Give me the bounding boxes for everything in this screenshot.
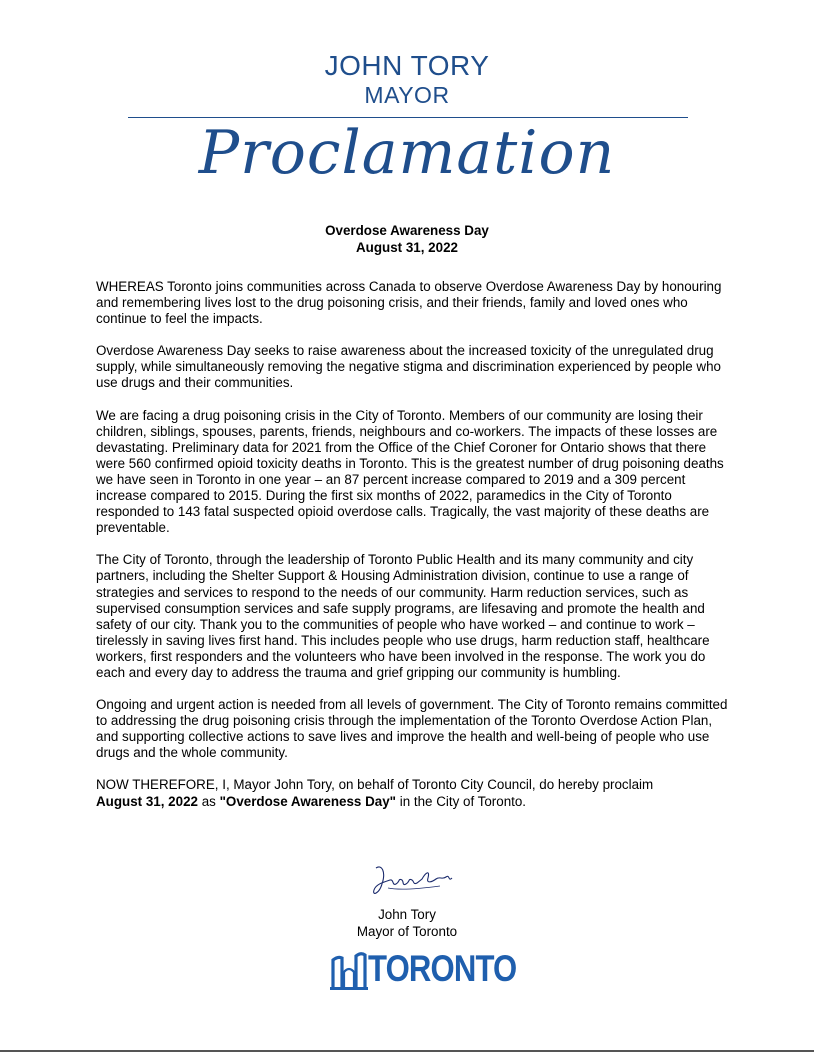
mayor-name: JOHN TORY bbox=[324, 50, 490, 81]
paragraph-crisis: We are facing a drug poisoning crisis in the City of Toronto. Members of our community are losing their children, siblings, spouses, parents, friends, neighbours and co-workers. The impacts of these losses are devastating. Preliminary data for 2021 from the Office of the Chief Coroner for Ontario shows that there were 560 confirmed opioid toxicity deaths in Toronto. This is the greatest number of drug poisoning deaths we have seen in Toronto in one year – an 87 percent increase compared to 2019 and a 309 percent increase compared to 2015. During the first six months of 2022, paramedics in the City of Toronto responded to 143 fatal suspected opioid overdose calls. Tragically, the vast majority of these deaths are preventable. bbox=[96, 407, 724, 536]
mayor-signature bbox=[368, 862, 458, 900]
proclamation-heading: Proclamation bbox=[198, 118, 616, 188]
event-name: Overdose Awareness Day bbox=[325, 223, 489, 238]
toronto-city-hall-icon bbox=[330, 950, 368, 990]
proclamation-body bbox=[96, 279, 736, 826]
paragraph-whereas: WHEREAS Toronto joins communities across Canada to observe Overdose Awareness Day by honouring and remembering lives lost to the drug poisoning crisis, and their friends, family and loved ones who continue to feel the impacts. bbox=[96, 279, 722, 327]
paragraph-response: The City of Toronto, through the leadership of Toronto Public Health and its many community and city partners, including the Shelter Support & Housing Administration division, continue to use a range of strategies and services to respond to the needs of our community. Harm reduction services, such as supervised consumption services and safe supply programs, are lifesaving and promote the health and safety of our city. Thank you to the communities of people who have worked – and continue to work – tirelessly in saving lives first hand. This includes people who use drugs, harm reduction staff, healthcare workers, first responders and the volunteers who have been involved in the response. The work you do each and every day to address the trauma and grief gripping our community is humbling. bbox=[96, 552, 710, 680]
paragraph-action: Ongoing and urgent action is needed from all levels of government. The City of Toronto remains committed to addressing the drug poisoning crisis through the implementation of the Toronto Overdose Action Plan, and supporting collective actions to save lives and improve the health and well-being of people who use drugs and the whole community. bbox=[96, 697, 728, 761]
closing-end: in the City of Toronto. bbox=[396, 793, 527, 809]
paragraph-awareness: Overdose Awareness Day seeks to raise awareness about the increased toxicity of the unregulated drug supply, while simultaneously removing the negative stigma and discrimination experienced by people who use drugs and their communities. bbox=[96, 343, 721, 391]
closing-as: as bbox=[197, 793, 220, 809]
closing-date: August 31, 2022 bbox=[96, 793, 198, 809]
event-date: August 31, 2022 bbox=[356, 240, 458, 255]
toronto-wordmark: TORONTO bbox=[368, 948, 517, 989]
closing-day-name: "Overdose Awareness Day" bbox=[219, 793, 397, 809]
closing-intro: NOW THEREFORE, I, Mayor John Tory, on behalf of Toronto City Council, do hereby proclaim bbox=[96, 777, 654, 793]
page-bottom-rule bbox=[0, 1050, 814, 1052]
signer-title: Mayor of Toronto bbox=[356, 923, 458, 939]
mayor-title: MAYOR bbox=[364, 82, 450, 108]
signer-block bbox=[0, 907, 814, 940]
event-header bbox=[0, 222, 814, 256]
toronto-logo bbox=[330, 946, 517, 992]
signer-name: John Tory bbox=[378, 907, 436, 922]
paragraph-now-therefore bbox=[96, 777, 736, 809]
